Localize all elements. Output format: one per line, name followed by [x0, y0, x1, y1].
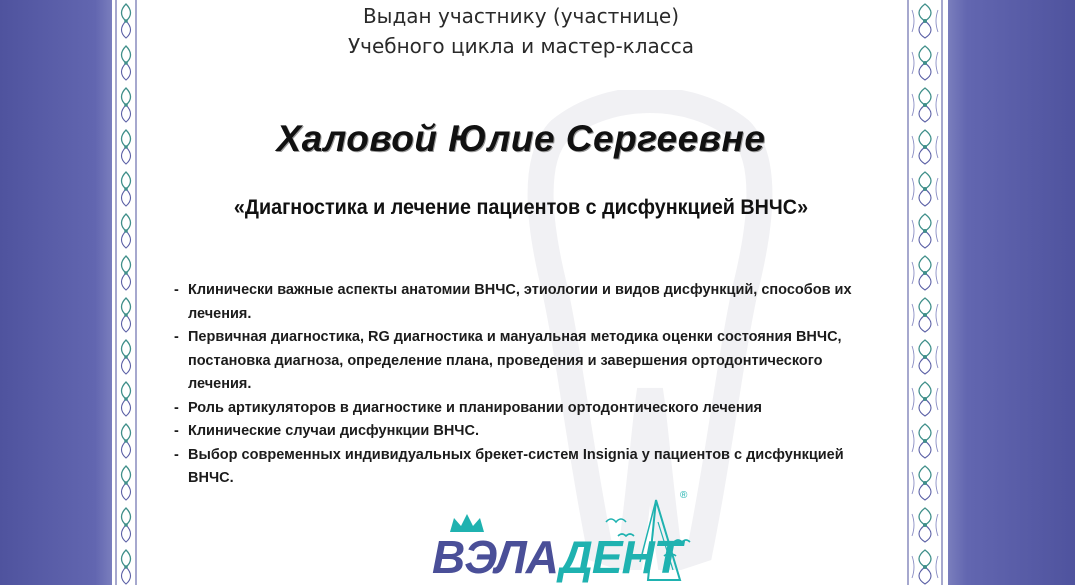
- registered-mark: ®: [680, 490, 688, 501]
- course-type-line: Учебного цикла и мастер-класса: [347, 34, 695, 58]
- topic-item: [174, 326, 874, 397]
- bullet-dash: -: [174, 446, 179, 463]
- topic-text: Роль артикуляторов в диагностике и планировании ортодонтического лечения: [188, 399, 762, 416]
- course-title: «Диагностика и лечение пациентов с дисфункцией ВНЧС»: [233, 196, 809, 219]
- recipient-name: Халовой Юлие Сергеевне: [276, 118, 766, 159]
- bullet-dash: -: [174, 399, 179, 416]
- left-ornamental-border: [112, 0, 140, 585]
- topic-item: [174, 279, 874, 326]
- topic-item: [174, 420, 874, 444]
- logo-wordmark: [432, 530, 681, 584]
- topic-text: Клинические случаи дисфункции ВНЧС.: [188, 423, 479, 439]
- topic-item: [174, 397, 874, 421]
- logo-part2: ДЕНТ: [559, 531, 681, 583]
- logo-part1: ВЭЛА: [432, 531, 560, 583]
- topic-text: Первичная диагностика, RG диагностика и мануальная методика оценки состояния ВНЧС, постановка диагноза, определение плана, проведения и завершения ортодонтического лечения.: [188, 329, 842, 392]
- topic-text: Клинически важные аспекты анатомии ВНЧС, этиологии и видов дисфункций, способов их лечения.: [188, 282, 852, 322]
- issued-to-line: Выдан участнику (участнице): [362, 4, 680, 28]
- left-frame-band: [0, 0, 112, 585]
- bullet-dash: -: [174, 282, 179, 298]
- right-frame-band: [948, 0, 1075, 585]
- topics-list: [174, 279, 874, 491]
- right-ornamental-border: [902, 0, 948, 585]
- vela-dent-logo: [428, 492, 698, 585]
- bullet-dash: -: [174, 423, 179, 439]
- topic-text: Выбор современных индивидуальных брекет-систем Insignia у пациентов с дисфункцией ВНЧС.: [188, 446, 844, 486]
- bullet-dash: -: [174, 329, 179, 345]
- topic-item: [174, 444, 874, 491]
